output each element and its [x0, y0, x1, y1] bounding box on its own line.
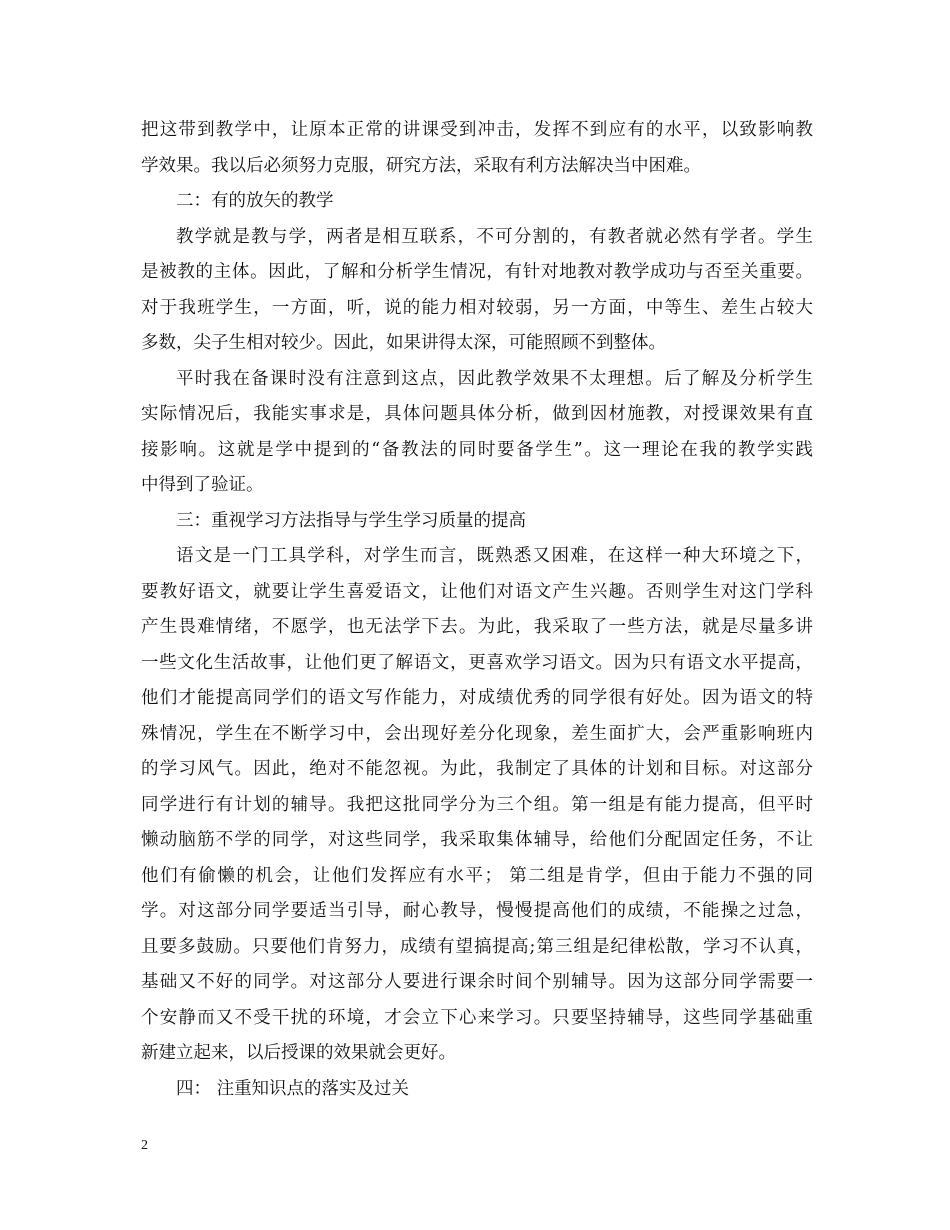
text-line: 的学习风气。因此，绝对不能忽视。为此，我制定了具体的计划和目标。对这部分 [141, 759, 813, 779]
text-line: 个安静而又不受干扰的环境，才会立下心来学习。只要坚持辅导，这些同学基础重 [141, 1007, 813, 1028]
text-line: 是被教的主体。因此，了解和分析学生情况，有针对地教对教学成功与否至关重要。 [141, 262, 813, 282]
text-line: 接影响。这就是学中提到的“备教法的同时要备学生”。这一理论在我的教学实践 [141, 439, 813, 460]
text-line: 对于我班学生，一方面，听，说的能力相对较弱，另一方面，中等生、差生占较大 [141, 297, 813, 318]
text-line: 且要多鼓励。只要他们肯努力，成绩有望搞提高;第三组是纪律松散，学习不认真， [141, 936, 813, 957]
page-number: 2 [141, 1138, 148, 1153]
text-line: 中得到了验证。 [141, 475, 264, 495]
text-line: 一些文化生活故事，让他们更了解语文，更喜欢学习语文。因为只有语文水平提高， [141, 652, 813, 673]
text-line: 要教好语文，就要让学生喜爱语文，让他们对语文产生兴趣。否则学生对这门学科 [141, 581, 813, 602]
text-line: 学效果。我以后必须努力克服，研究方法，采取有利方法解决当中困难。 [141, 155, 701, 176]
text-line: 三：重视学习方法指导与学生学习质量的提高 [176, 510, 526, 531]
text-line: 语文是一门工具学科，对学生而言，既熟悉又困难，在这样一种大环境之下， [176, 546, 813, 566]
text-line: 学。对这部分同学要适当引导，耐心教导，慢慢提高他们的成绩，不能操之过急， [141, 901, 813, 921]
text-line: 基础又不好的同学。对这部分人要进行课余时间个别辅导。因为这部分同学需要一 [141, 972, 813, 992]
text-line: 多数，尖子生相对较少。因此，如果讲得太深，可能照顾不到整体。 [141, 333, 666, 353]
text-line: 殊情况，学生在不断学习中，会出现好差分化现象，差生面扩大，会严重影响班内 [141, 723, 813, 744]
text-line: 教学就是教与学，两者是相互联系，不可分割的，有教者就必然有学者。学生 [176, 226, 813, 247]
text-line: 实际情况后，我能实事求是，具体问题具体分析，做到因材施教，对授课效果有直 [141, 404, 813, 424]
text-line: 平时我在备课时没有注意到这点，因此教学效果不太理想。后了解及分析学生 [176, 368, 813, 389]
text-line: 他们才能提高同学们的语文写作能力，对成绩优秀的同学很有好处。因为语文的特 [141, 688, 813, 708]
text-line: 他们有偷懒的机会，让他们发挥应有水平； 第二组是肯学，但由于能力不强的同 [141, 865, 813, 886]
document-body [141, 113, 813, 1107]
text-line: 新建立起来，以后授课的效果就会更好。 [141, 1043, 456, 1063]
text-line: 同学进行有计划的辅导。我把这批同学分为三个组。第一组是有能力提高，但平时 [141, 794, 813, 815]
text-line: 懒动脑筋不学的同学，对这些同学，我采取集体辅导，给他们分配固定任务，不让 [141, 830, 813, 850]
text-line: 四： 注重知识点的落实及过关 [176, 1078, 410, 1099]
text-line: 产生畏难情绪，不愿学，也无法学下去。为此，我采取了一些方法，就是尽量多讲 [141, 617, 813, 637]
text-line: 把这带到教学中，让原本正常的讲课受到冲击，发挥不到应有的水平，以致影响教 [141, 120, 813, 140]
text-line: 二：有的放矢的教学 [176, 191, 334, 211]
